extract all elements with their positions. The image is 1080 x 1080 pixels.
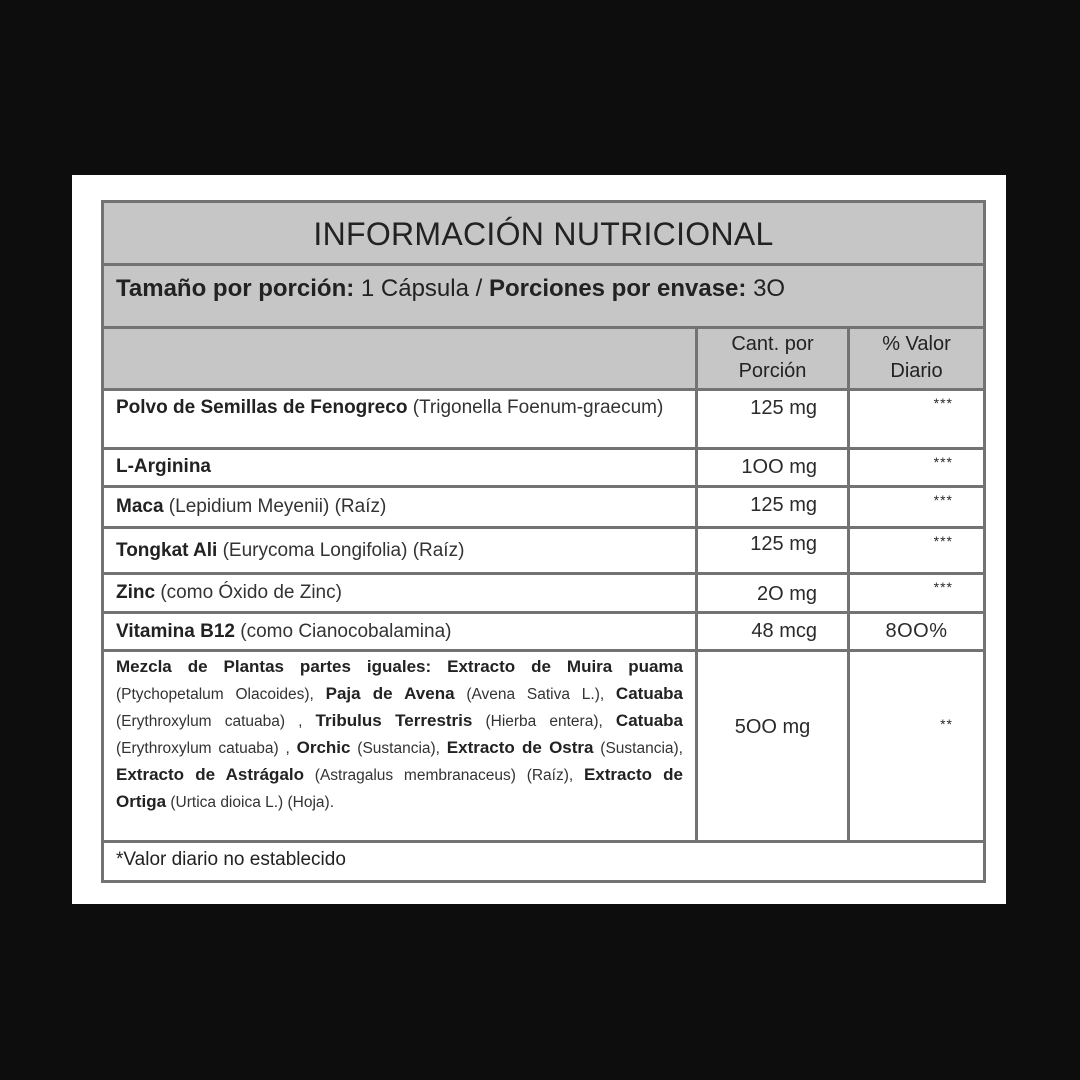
daily-value-cell: *** — [933, 395, 953, 411]
serving-size-label: Tamaño por porción: — [116, 275, 355, 302]
footnote: *Valor diario no establecido — [116, 849, 346, 870]
ingredient-cell — [104, 391, 698, 447]
ingredient-cell — [104, 575, 698, 611]
daily-value-cell: ** — [940, 716, 953, 732]
ingredient-name: Tongkat Ali — [116, 540, 218, 561]
blend-part-name: Catuaba — [615, 684, 683, 703]
servings-per-container-label: Porciones por envase: — [488, 275, 747, 302]
ingredient-name: L-Arginina — [116, 456, 211, 477]
daily-value-cell: *** — [933, 533, 953, 549]
amount-header-line1: Cant. por — [731, 333, 814, 355]
amount-header-line2: Porción — [738, 360, 807, 382]
blend-part-name: Extracto de Ostra — [446, 738, 594, 757]
dv-header-line1: % Valor — [882, 333, 951, 355]
daily-value-cell: *** — [933, 492, 953, 508]
amount-cell: 1OO mg — [698, 450, 850, 485]
servings-per-container-value: 3O — [746, 275, 786, 302]
ingredient-detail: (Lepidium Meyenii) (Raíz) — [163, 496, 387, 517]
ingredient-name: Polvo de Semillas de Fenogreco — [116, 397, 408, 418]
daily-value-cell: *** — [933, 579, 953, 595]
blend-part-name: Paja de Avena — [325, 684, 455, 703]
blend-part-name: Tribulus Terrestris — [315, 711, 473, 730]
ingredient-cell — [104, 529, 698, 572]
amount-cell: 48 mcg — [698, 614, 850, 649]
daily-value-cell: 8OO% — [885, 620, 948, 642]
column-header-ingredient — [104, 329, 698, 388]
amount-cell: 125 mg — [698, 529, 850, 572]
table-row — [104, 391, 983, 450]
blend-part-detail: (Urtica dioica L.) (Hoja). — [166, 794, 335, 811]
ingredient-name: Vitamina B12 — [116, 621, 235, 642]
blend-part-name: Orchic — [296, 738, 351, 757]
ingredient-cell — [104, 450, 698, 485]
serving-size-value: 1 Cápsula / — [354, 275, 489, 302]
column-header-row — [104, 329, 983, 391]
table-row — [104, 450, 983, 488]
table-row — [104, 529, 983, 575]
blend-part-name: Catuaba — [615, 711, 683, 730]
blend-part-detail: (Ptychopetalum Olacoides), — [116, 686, 326, 703]
amount-cell: 125 mg — [698, 391, 850, 447]
ingredient-detail: (Trigonella Foenum-graecum) — [407, 397, 664, 418]
blend-part-detail: (Hierba entera), — [472, 713, 616, 730]
blend-part-name: Mezcla de Plantas partes iguales: Extracto de Muira puama — [116, 657, 683, 676]
blend-part-detail: (Erythroxylum catuaba) , — [116, 713, 316, 730]
amount-cell: 125 mg — [698, 488, 850, 526]
ingredient-detail: (Eurycoma Longifolia) (Raíz) — [217, 540, 465, 561]
serving-info-row — [104, 266, 983, 329]
blend-part-detail: (Astragalus membranaceus) (Raíz), — [304, 767, 584, 784]
blend-part-name: Extracto de Ortiga — [116, 765, 684, 811]
blend-ingredients-cell — [104, 652, 698, 840]
ingredient-cell — [104, 488, 698, 526]
ingredient-cell — [104, 614, 698, 649]
ingredient-detail: (como Cianocobalamina) — [234, 621, 452, 642]
amount-cell: 5OO mg — [698, 652, 850, 840]
title-text: INFORMACIÓN NUTRICIONAL — [313, 216, 774, 252]
ingredient-name: Maca — [116, 496, 164, 517]
column-header-amount — [698, 329, 850, 388]
dv-header-line2: Diario — [890, 360, 943, 382]
nutrition-facts-table — [101, 200, 986, 883]
blend-part-name: Extracto de Astrágalo — [116, 765, 305, 784]
amount-cell: 2O mg — [698, 575, 850, 611]
table-row — [104, 488, 983, 529]
table-row-blend — [104, 652, 983, 843]
table-title — [104, 203, 983, 266]
table-row — [104, 614, 983, 652]
blend-part-detail: (Sustancia), — [350, 740, 447, 757]
blend-part-detail: (Sustancia), — [593, 740, 683, 757]
daily-value-cell: *** — [933, 454, 953, 470]
blend-part-detail: (Avena Sativa L.), — [454, 686, 616, 703]
ingredient-detail: (como Óxido de Zinc) — [155, 582, 342, 603]
blend-part-detail: (Erythroxylum catuaba) , — [116, 740, 297, 757]
column-header-daily-value — [850, 329, 983, 388]
ingredient-name: Zinc — [116, 582, 156, 603]
table-row — [104, 575, 983, 614]
